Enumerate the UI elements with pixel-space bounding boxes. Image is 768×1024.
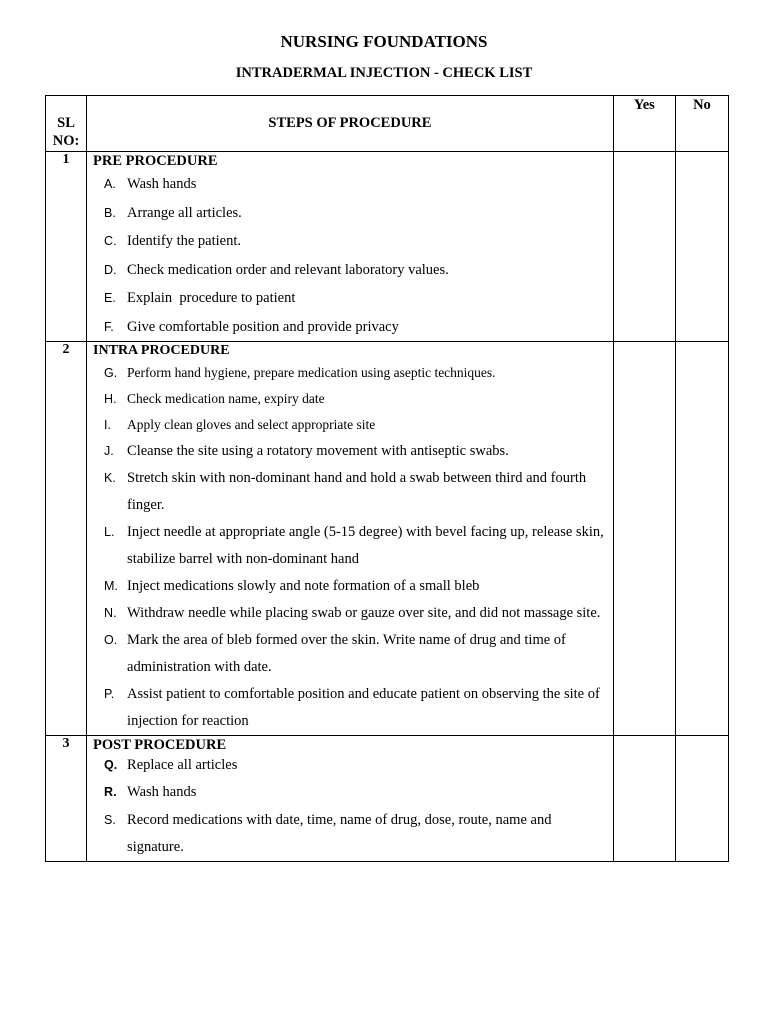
step-item: [93, 807, 607, 861]
step-label: R.: [104, 785, 117, 799]
step-text: Arrange all articles.: [127, 204, 242, 221]
step-item: [93, 777, 607, 807]
step-text: Check medication order and relevant laboratory values.: [127, 261, 449, 278]
step-text: Mark the area of bleb formed over the skin. Write name of drug and time of administration with date.: [127, 632, 566, 675]
section-steps-cell: [87, 342, 614, 736]
step-text: Assist patient to comfortable position and educate patient on observing the site of injection for reaction: [127, 686, 600, 729]
step-label: M.: [104, 579, 118, 593]
table-header-row: [46, 96, 729, 152]
step-label: Q.: [104, 758, 118, 772]
step-list: [93, 360, 607, 735]
document-subtitle: INTRADERMAL INJECTION - CHECK LIST: [235, 65, 533, 81]
step-item: [93, 412, 607, 438]
step-text: Wash hands: [127, 784, 197, 800]
header-sl-no: SL NO:: [46, 96, 87, 152]
step-item: [93, 600, 607, 627]
step-text: Apply clean gloves and select appropriate site: [127, 417, 376, 432]
step-item: [93, 313, 607, 342]
step-text: Inject medications slowly and note formation of a small bleb: [127, 578, 480, 594]
step-item: [93, 227, 607, 256]
header-no: No: [675, 96, 728, 152]
header-steps: STEPS OF PROCEDURE: [87, 96, 614, 152]
step-text: Explain procedure to patient: [127, 290, 296, 306]
step-item: [93, 360, 607, 386]
step-item: [93, 627, 607, 681]
step-item: [93, 438, 607, 465]
yes-checkbox-cell[interactable]: [613, 152, 675, 342]
step-item: [93, 681, 607, 735]
step-label: S.: [104, 813, 116, 827]
step-item: [93, 170, 607, 199]
step-label: H.: [104, 392, 117, 406]
step-text: Identify the patient.: [127, 233, 241, 249]
step-text: Wash hands: [127, 176, 197, 192]
step-item: [93, 754, 607, 777]
section-number: 2: [46, 342, 87, 736]
section-row-post-procedure: [46, 736, 729, 862]
document-title: NURSING FOUNDATIONS: [280, 32, 488, 51]
step-label: G.: [104, 366, 118, 380]
step-item: [93, 519, 607, 573]
step-label: P.: [104, 687, 115, 701]
step-item: [93, 465, 607, 519]
step-text: Replace all articles: [127, 757, 238, 773]
step-list: [93, 754, 607, 861]
step-text: Inject needle at appropriate angle (5-15 degree) with bevel facing up, release skin, stabilize barrel with non-dominant hand: [127, 524, 604, 567]
header-yes: Yes: [613, 96, 675, 152]
step-item: [93, 284, 607, 313]
step-label: D.: [104, 262, 117, 277]
step-text: Give comfortable position and provide privacy: [127, 318, 399, 335]
step-item: [93, 256, 607, 285]
section-number: 3: [46, 736, 87, 862]
step-text: Cleanse the site using a rotatory movement with antiseptic swabs.: [127, 443, 509, 459]
step-label: J.: [104, 444, 114, 458]
step-item: [93, 573, 607, 600]
step-label: K.: [104, 471, 116, 485]
no-checkbox-cell[interactable]: [675, 152, 728, 342]
section-steps-cell: [87, 152, 614, 342]
step-text: Check medication name, expiry date: [127, 391, 325, 406]
step-label: C.: [104, 234, 117, 248]
step-list: [93, 170, 607, 341]
no-checkbox-cell[interactable]: [675, 736, 728, 862]
section-title: PRE PROCEDURE: [93, 153, 218, 169]
section-row-intra-procedure: [46, 342, 729, 736]
step-text: Withdraw needle while placing swab or gauze over site, and did not massage site.: [127, 605, 601, 621]
section-number: 1: [46, 152, 87, 342]
step-label: B.: [104, 205, 116, 220]
section-title: POST PROCEDURE: [93, 737, 227, 753]
no-checkbox-cell[interactable]: [675, 342, 728, 736]
step-label: E.: [104, 291, 116, 305]
step-item: [93, 386, 607, 412]
step-text: Record medications with date, time, name of drug, dose, route, name and signature.: [127, 812, 552, 855]
step-text: Stretch skin with non-dominant hand and hold a swab between third and fourth finger.: [127, 470, 587, 513]
yes-checkbox-cell[interactable]: [613, 736, 675, 862]
yes-checkbox-cell[interactable]: [613, 342, 675, 736]
section-title: INTRA PROCEDURE: [93, 343, 230, 358]
step-item: [93, 199, 607, 228]
step-label: L.: [104, 525, 115, 539]
step-label: N.: [104, 606, 117, 620]
step-label: A.: [104, 177, 116, 191]
section-steps-cell: [87, 736, 614, 862]
section-row-pre-procedure: [46, 152, 729, 342]
step-label: F.: [104, 319, 114, 334]
step-text: Perform hand hygiene, prepare medication using aseptic techniques.: [127, 365, 496, 380]
checklist-table: [45, 95, 729, 862]
step-label: I.: [104, 418, 111, 432]
step-label: O.: [104, 633, 118, 647]
